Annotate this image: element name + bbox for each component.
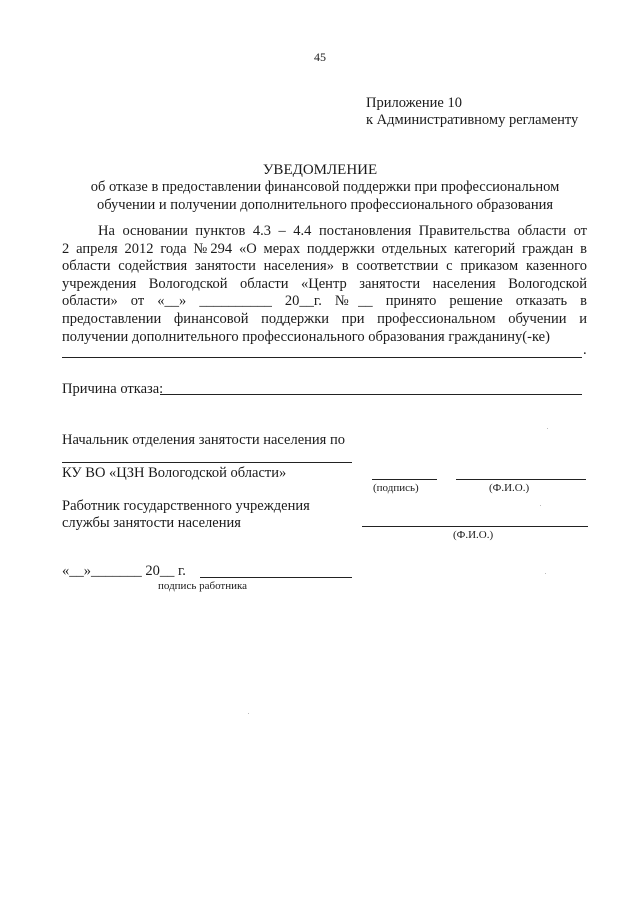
organization-name: КУ ВО «ЦЗН Вологодской области» (62, 465, 287, 481)
worker-signature-line[interactable] (200, 577, 352, 578)
scan-speck (545, 573, 546, 574)
subtitle-line-2: обучении и получении дополнительного профессионального образования (96, 196, 554, 213)
notice-body (62, 223, 587, 346)
worker-fio-line[interactable] (362, 526, 588, 527)
date-field: «__»_______ 20__ г. (62, 563, 186, 579)
department-blank-line[interactable] (62, 462, 352, 463)
body-line: На основании пунктов 4.3 – 4.4 постановления Правительства области от (98, 223, 587, 239)
body-line: предоставлении финансовой поддержки при профессиональном обучении и (62, 310, 587, 327)
document-title: УВЕДОМЛЕНИЕ (262, 162, 378, 178)
head-fio-line[interactable] (456, 479, 586, 480)
refusal-reason-label: Причина отказа: (62, 381, 164, 397)
refusal-reason-blank-line[interactable] (160, 394, 582, 395)
worker-label-line-2: службы занятости населения (62, 515, 241, 531)
worker-fio-caption: (Ф.И.О.) (453, 529, 494, 541)
body-line: области» от «__» __________ 20__г. №__ принято решение отказать в (62, 293, 587, 310)
worker-signature-caption: подпись работника (158, 580, 248, 592)
body-line: получении дополнительного профессионального образования гражданину(-ке) (62, 328, 550, 345)
recipient-line-end: . (583, 342, 587, 358)
head-signature-line[interactable] (372, 479, 437, 480)
appendix-header (366, 95, 578, 129)
appendix-line-2: к Административному регламенту (366, 112, 579, 128)
body-line: учреждения Вологодской области «Центр занятости населения Вологодской (62, 275, 587, 292)
scan-speck (540, 505, 541, 506)
body-line: области содействия занятости населения» в соответствии с приказом казенного (62, 258, 587, 275)
scan-speck (547, 428, 548, 429)
fio-caption: (Ф.И.О.) (489, 482, 530, 494)
page-number: 45 (314, 50, 326, 64)
scan-speck (248, 713, 249, 714)
worker-label (62, 498, 310, 532)
document-subtitle (60, 179, 590, 214)
body-line: 2 апреля 2012 года №294 «О мерах поддержки отдельных категорий граждан в (62, 240, 587, 257)
signature-caption: (подпись) (373, 482, 419, 494)
department-head-label: Начальник отделения занятости населения по (62, 432, 345, 448)
appendix-line-1: Приложение 10 (366, 95, 462, 111)
recipient-blank-line[interactable] (62, 357, 582, 358)
subtitle-line-1: об отказе в предоставлении финансовой поддержки при профессиональном (90, 179, 560, 195)
worker-label-line-1: Работник государственного учреждения (62, 498, 310, 514)
